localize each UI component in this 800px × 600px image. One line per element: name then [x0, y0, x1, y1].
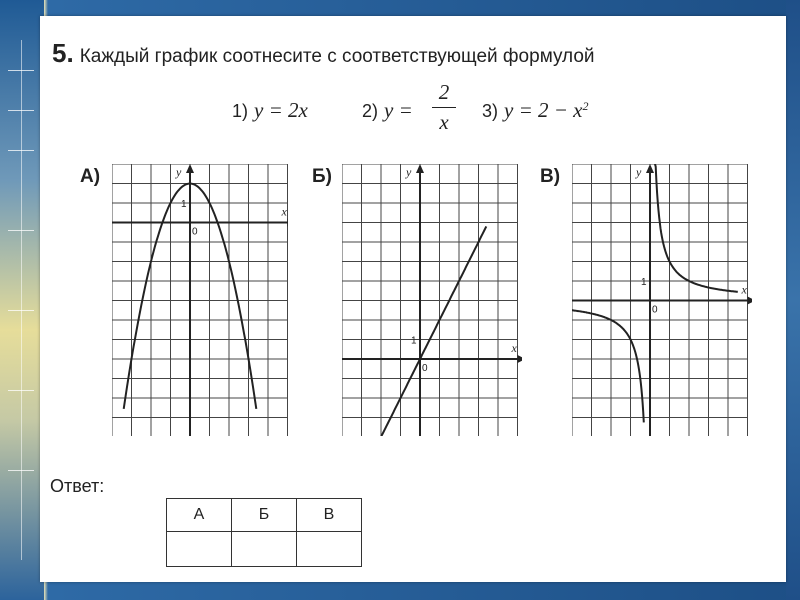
- x-axis-label: x: [281, 204, 287, 219]
- unit-label: 1: [411, 335, 417, 347]
- task-number: 5.: [52, 38, 74, 68]
- y-axis-label: y: [636, 165, 642, 179]
- answer-header-a: А: [167, 499, 232, 532]
- formula-3: 3) $y = 2 - x^2$: [482, 98, 589, 122]
- origin-label: 0: [422, 363, 428, 374]
- worksheet: [40, 16, 786, 582]
- graph-c: [572, 164, 752, 436]
- answer-cell-b[interactable]: [232, 532, 297, 567]
- answer-header-b: Б: [232, 499, 297, 532]
- answer-header-c: В: [297, 499, 362, 532]
- unit-label: 1: [641, 277, 647, 288]
- formula-2-fraction: 2 x: [432, 80, 456, 135]
- answer-cell-a[interactable]: [167, 532, 232, 567]
- grid: [342, 164, 518, 436]
- formula-1: 1) y = 2x: [232, 98, 308, 122]
- slide-frame-left: [0, 0, 44, 600]
- y-axis-arrow: [416, 164, 424, 173]
- answer-input-row: [167, 532, 362, 567]
- answer-table: [166, 498, 362, 567]
- y-axis-arrow: [646, 164, 654, 173]
- formula-2: 2) y =: [362, 98, 413, 122]
- x-axis-arrow: [748, 297, 753, 305]
- unit-label: 1: [181, 199, 187, 210]
- function-curve: [572, 310, 644, 422]
- task-title: [52, 38, 595, 69]
- x-axis-arrow: [288, 219, 289, 227]
- task-text: Каждый график соотнесите с соответствующей формулой: [79, 46, 595, 67]
- graph-b-label: Б): [312, 166, 332, 187]
- answer-cell-c[interactable]: [297, 532, 362, 567]
- origin-label: 0: [652, 304, 658, 316]
- graph-b: [342, 164, 522, 436]
- formula-list: [232, 80, 652, 140]
- slide-frame-right: [786, 0, 800, 600]
- x-axis-arrow: [518, 355, 523, 363]
- graph-c-label: В): [540, 166, 561, 187]
- answer-header-row: [167, 499, 362, 532]
- y-axis-arrow: [186, 164, 194, 173]
- graph-a-label: А): [80, 166, 101, 187]
- graph-a: [112, 164, 288, 436]
- x-axis-label: x: [741, 282, 747, 297]
- y-axis-label: y: [406, 165, 412, 179]
- y-axis-label: y: [176, 165, 182, 179]
- origin-label: 0: [192, 226, 198, 238]
- answer-label: Ответ:: [50, 476, 105, 496]
- x-axis-label: x: [511, 341, 517, 355]
- function-curve: [379, 226, 486, 436]
- grid: [112, 164, 288, 436]
